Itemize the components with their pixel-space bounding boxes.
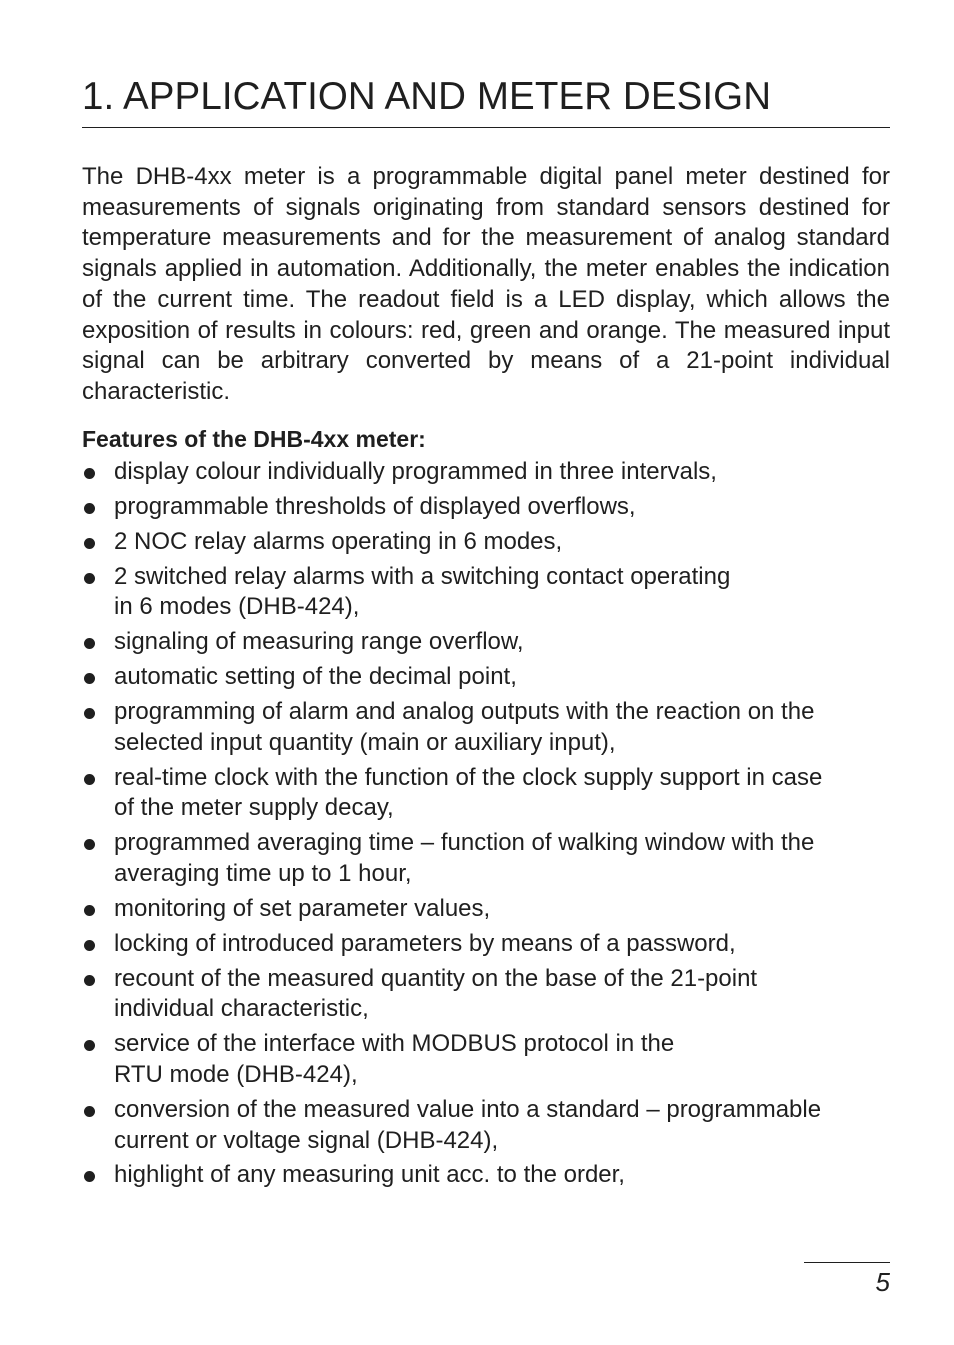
list-item-text: locking of introduced parameters by means of a password,	[114, 929, 736, 957]
list-item-text-continued: of the meter supply decay,	[114, 794, 394, 822]
list-item-text-continued: averaging time up to 1 hour,	[114, 859, 412, 887]
list-item-text-continued: individual characteristic,	[114, 995, 369, 1023]
page-number: 5	[875, 1267, 890, 1297]
bullet-icon	[84, 468, 95, 479]
bullet-icon	[84, 1106, 95, 1117]
list-item-text: programmed averaging time – function of walking window with the	[114, 829, 815, 857]
bullet-icon	[84, 638, 95, 649]
title-underline	[82, 127, 890, 128]
bullet-icon	[84, 573, 95, 584]
list-item-text: recount of the measured quantity on the base of the 21-point	[114, 964, 758, 992]
list-item-text: programming of alarm and analog outputs with the reaction on the	[114, 698, 815, 726]
list-item-text: monitoring of set parameter values,	[114, 894, 491, 922]
list-item	[82, 627, 890, 658]
bullet-icon	[84, 708, 95, 719]
list-item-text: signaling of measuring range overflow,	[114, 628, 524, 656]
list-item	[82, 964, 890, 1025]
list-item	[82, 492, 890, 523]
list-item	[82, 1095, 890, 1156]
bullet-icon	[84, 1040, 95, 1051]
list-item	[82, 828, 890, 889]
list-item	[82, 527, 890, 558]
list-item-text-continued: in 6 modes (DHB-424),	[114, 593, 360, 621]
list-item-text: automatic setting of the decimal point,	[114, 663, 517, 691]
list-item-text-continued: current or voltage signal (DHB-424),	[114, 1126, 499, 1154]
list-item-text: service of the interface with MODBUS protocol in the	[114, 1030, 675, 1058]
bullet-icon	[84, 905, 95, 916]
list-item	[82, 697, 890, 758]
list-item-text: 2 switched relay alarms with a switching contact operating	[114, 562, 731, 590]
list-item	[82, 894, 890, 925]
list-item-text: real-time clock with the function of the clock supply support in case	[114, 763, 823, 791]
list-item	[82, 763, 890, 824]
bullet-icon	[84, 839, 95, 850]
features-heading: Features of the DHB-4xx meter:	[82, 426, 426, 452]
bullet-icon	[84, 940, 95, 951]
bullet-icon	[84, 673, 95, 684]
list-item-text: programmable thresholds of displayed overflows,	[114, 492, 636, 520]
list-item-text-continued: selected input quantity (main or auxiliary input),	[114, 728, 616, 756]
intro-paragraph: The DHB-4xx meter is a programmable digital panel meter destined for measurements of signals originating from standard sensors destined for temperature measurements and for the measurement of analog standard signals applied in automation. Additionally, the meter enables the indication of the current time. The readout field is a LED display, which allows the exposition of results in colours: red, green and orange. The measured input signal can be arbitrary converted by means of a 21-point individual characteristic.	[82, 163, 890, 405]
list-item-text-continued: RTU mode (DHB-424),	[114, 1060, 358, 1088]
list-item-text: display colour individually programmed in three intervals,	[114, 458, 717, 485]
list-item	[82, 1029, 890, 1090]
list-item	[82, 662, 890, 693]
list-item-text: conversion of the measured value into a standard – programmable	[114, 1095, 822, 1123]
list-item	[82, 929, 890, 960]
list-item-text: 2 NOC relay alarms operating in 6 modes,	[114, 527, 563, 555]
bullet-icon	[84, 538, 95, 549]
section-title: 1. APPLICATION AND METER DESIGN	[82, 75, 772, 118]
bullet-icon	[84, 1171, 95, 1182]
list-item	[82, 457, 890, 488]
list-item	[82, 562, 890, 623]
page-number-rule	[804, 1262, 890, 1263]
bullet-icon	[84, 503, 95, 514]
list-item	[82, 1160, 890, 1191]
bullet-icon	[84, 774, 95, 785]
bullet-icon	[84, 975, 95, 986]
list-item-text: highlight of any measuring unit acc. to the order,	[114, 1161, 625, 1189]
features-list	[82, 457, 890, 1195]
